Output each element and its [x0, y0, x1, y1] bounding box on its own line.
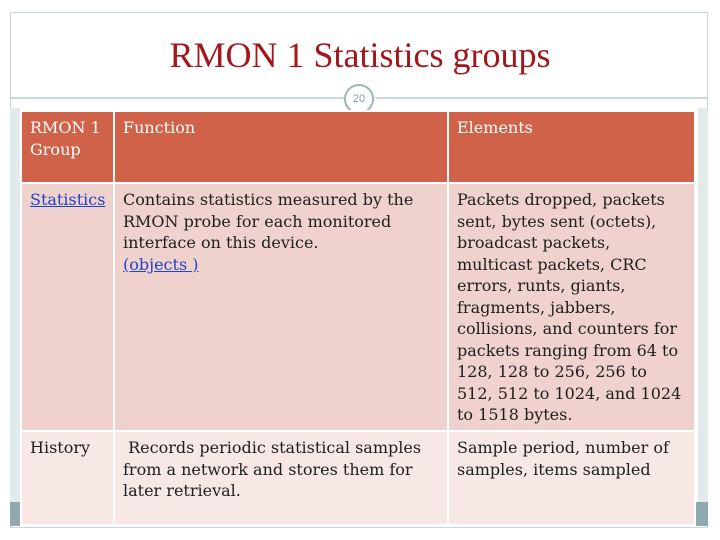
- cell-function: [114, 183, 448, 431]
- header-elements: Elements: [448, 111, 695, 183]
- table-row: [21, 183, 695, 431]
- cell-group[interactable]: [21, 183, 114, 431]
- cell-function: Records periodic statistical samples from a network and stores them for later retrieval.: [114, 431, 448, 525]
- statistics-link[interactable]: Statistics: [30, 190, 106, 209]
- title-divider-right: [376, 98, 708, 99]
- right-side-strip: [698, 108, 708, 502]
- left-side-strip: [10, 108, 20, 502]
- rmon-statistics-table: [20, 110, 696, 526]
- title-divider-left: [10, 98, 344, 99]
- header-function: Function: [114, 111, 448, 183]
- cell-elements: Packets dropped, packets sent, bytes sent (octets), broadcast packets, multicast packets, CRC errors, runts, giants, fragments, jabbers, collisions, and counters for packets ranging from 64 to 128, 128 to 256, 256 to 512, 512 to 1024, and 1024 to 1518 bytes.: [448, 183, 695, 431]
- function-text: Contains statistics measured by the RMON probe for each monitored interface on this device.: [123, 190, 414, 252]
- slide-number: 20: [344, 84, 374, 114]
- header-group: RMON 1 Group: [21, 111, 114, 183]
- slide-title: RMON 1 Statistics groups: [169, 35, 551, 75]
- table-row: [21, 431, 695, 525]
- table-header-row: [21, 111, 695, 183]
- cell-group: History: [21, 431, 114, 525]
- cell-elements: Sample period, number of samples, items sampled: [448, 431, 695, 525]
- objects-link[interactable]: (objects ): [123, 254, 199, 274]
